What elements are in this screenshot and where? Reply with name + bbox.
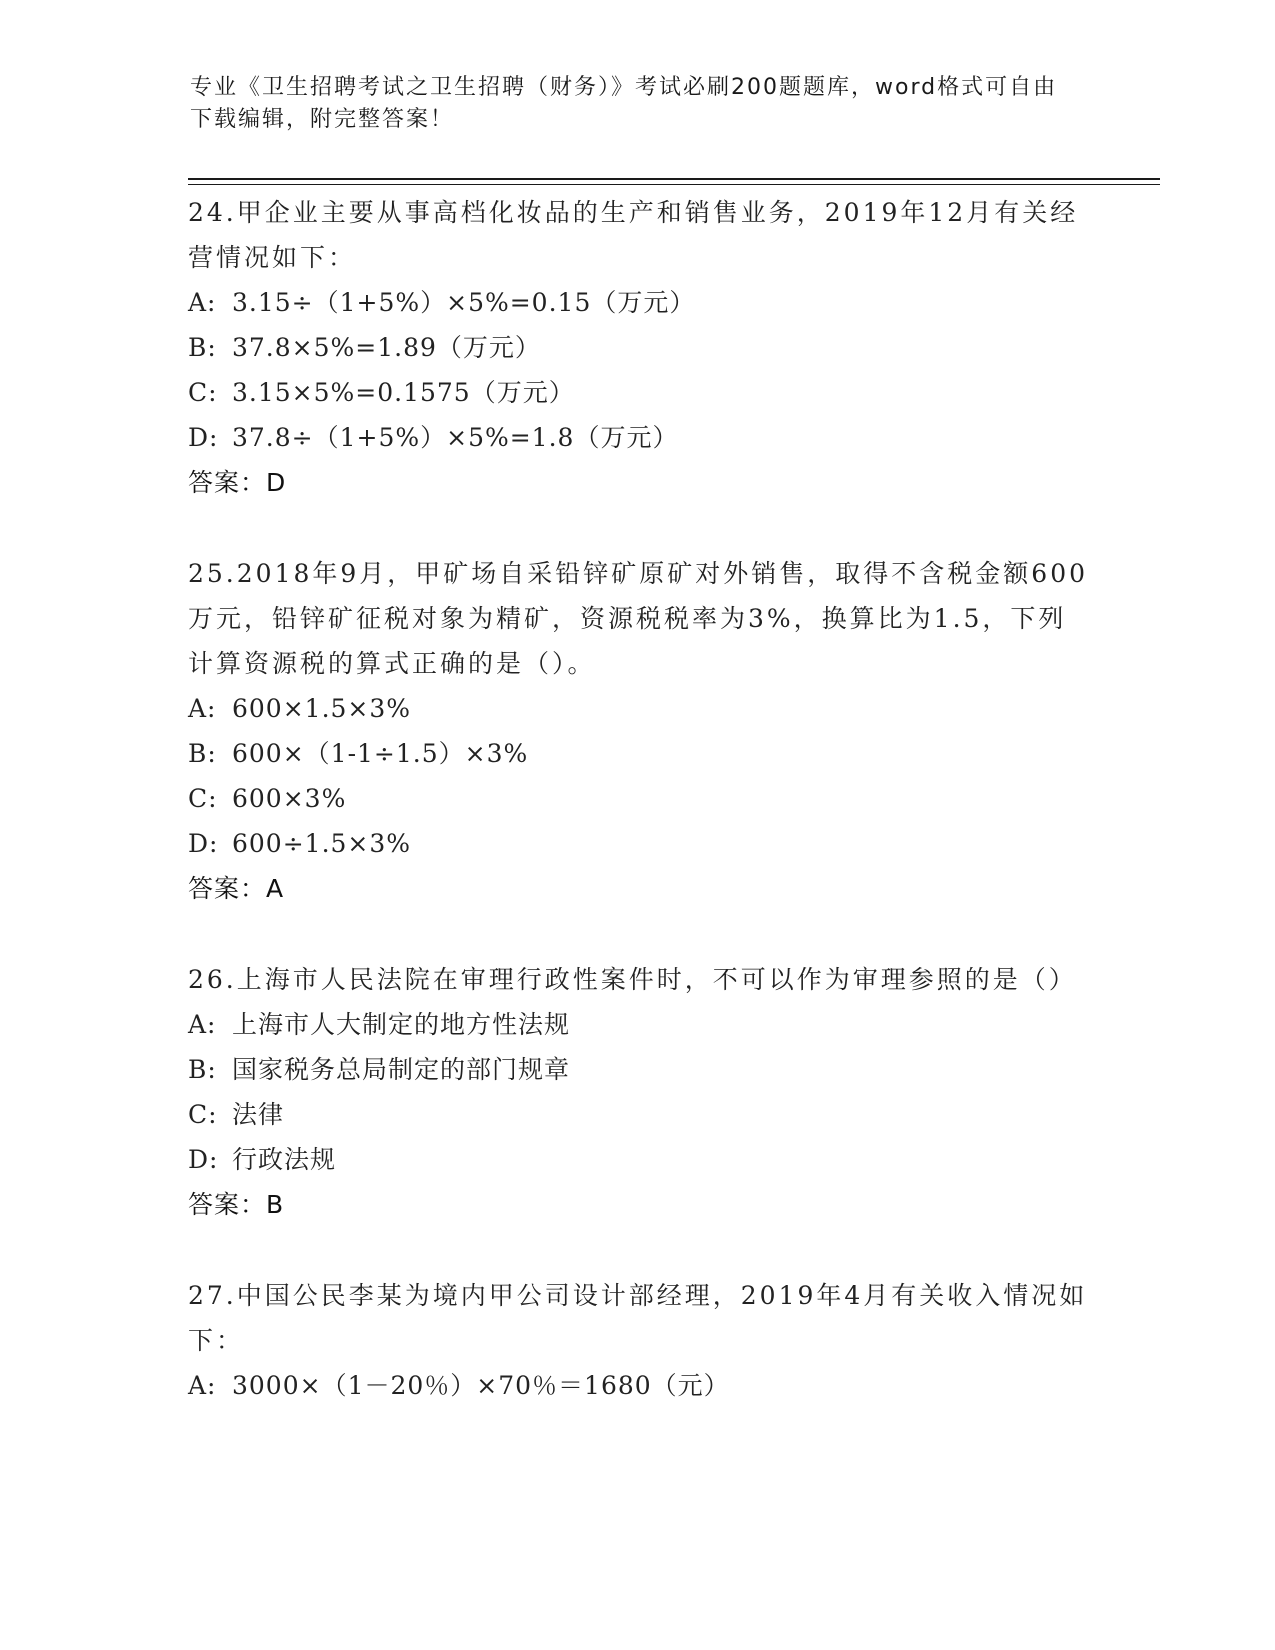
option-text: 国家税务总局制定的部门规章 [232,1055,571,1084]
question-stem: 27.中国公民李某为境内甲公司设计部经理，2019年4月有关收入情况如下： [188,1281,1088,1355]
option-label: B: [188,739,217,768]
option-b [188,325,1088,370]
option-b [188,1047,1088,1092]
option-label: B: [188,1055,217,1084]
option-label: D: [188,1145,219,1174]
option-text: 3.15÷（1+5%）×5%=0.15（万元） [232,288,696,317]
option-b [188,731,1088,776]
header-divider-thick [188,178,1160,180]
option-d [188,415,1088,460]
option-label: C: [188,378,218,407]
option-text: 3.15×5%=0.1575（万元） [232,378,575,407]
option-d [188,821,1088,866]
option-label: A: [188,1010,217,1039]
question-stem: 24.甲企业主要从事高档化妆品的生产和销售业务，2019年12月有关经营情况如下： [188,198,1079,272]
option-a [188,280,1088,325]
option-a [188,686,1088,731]
question-24 [188,190,1088,505]
option-d [188,1137,1088,1182]
option-text: 37.8×5%=1.89（万元） [232,333,541,362]
question-list [188,190,1088,1454]
option-label: A: [188,288,217,317]
question-26 [188,957,1088,1227]
option-c [188,776,1088,821]
header-divider-thin [188,184,1160,185]
option-label: B: [188,333,217,362]
answer-line: 答案：B [188,1190,285,1219]
option-label: D: [188,829,219,858]
option-label: A: [188,694,217,723]
option-text: 600×1.5×3% [232,694,412,723]
option-a [188,1363,1088,1408]
option-label: A: [188,1371,217,1400]
option-text: 600×（1-1÷1.5）×3% [232,739,529,768]
document-header: 专业《卫生招聘考试之卫生招聘（财务）》考试必刷200题题库，word格式可自由下载编辑，附完整答案！ [190,75,1058,132]
option-label: D: [188,423,219,452]
option-text: 上海市人大制定的地方性法规 [232,1010,571,1039]
option-text: 600÷1.5×3% [232,829,412,858]
question-stem: 26.上海市人民法院在审理行政性案件时，不可以作为审理参照的是（） [188,965,1077,994]
answer-line: 答案：A [188,874,285,903]
question-stem: 25.2018年9月，甲矿场自采铅锌矿原矿对外销售，取得不含税金额600万元，铅锌矿征税对象为精矿，资源税税率为3%，换算比为1.5，下列计算资源税的算式正确的是（）。 [188,559,1089,678]
option-label: C: [188,784,218,813]
question-25 [188,551,1088,911]
answer-line: 答案：D [188,468,287,497]
option-c [188,1092,1088,1137]
option-text: 行政法规 [232,1145,337,1174]
question-27 [188,1273,1088,1408]
option-text: 法律 [232,1100,285,1129]
option-text: 37.8÷（1+5%）×5%=1.8（万元） [232,423,679,452]
option-label: C: [188,1100,218,1129]
option-text: 3000×（1－20％）×70％＝1680（元） [232,1371,730,1400]
option-c [188,370,1088,415]
option-text: 600×3% [232,784,347,813]
option-a [188,1002,1088,1047]
